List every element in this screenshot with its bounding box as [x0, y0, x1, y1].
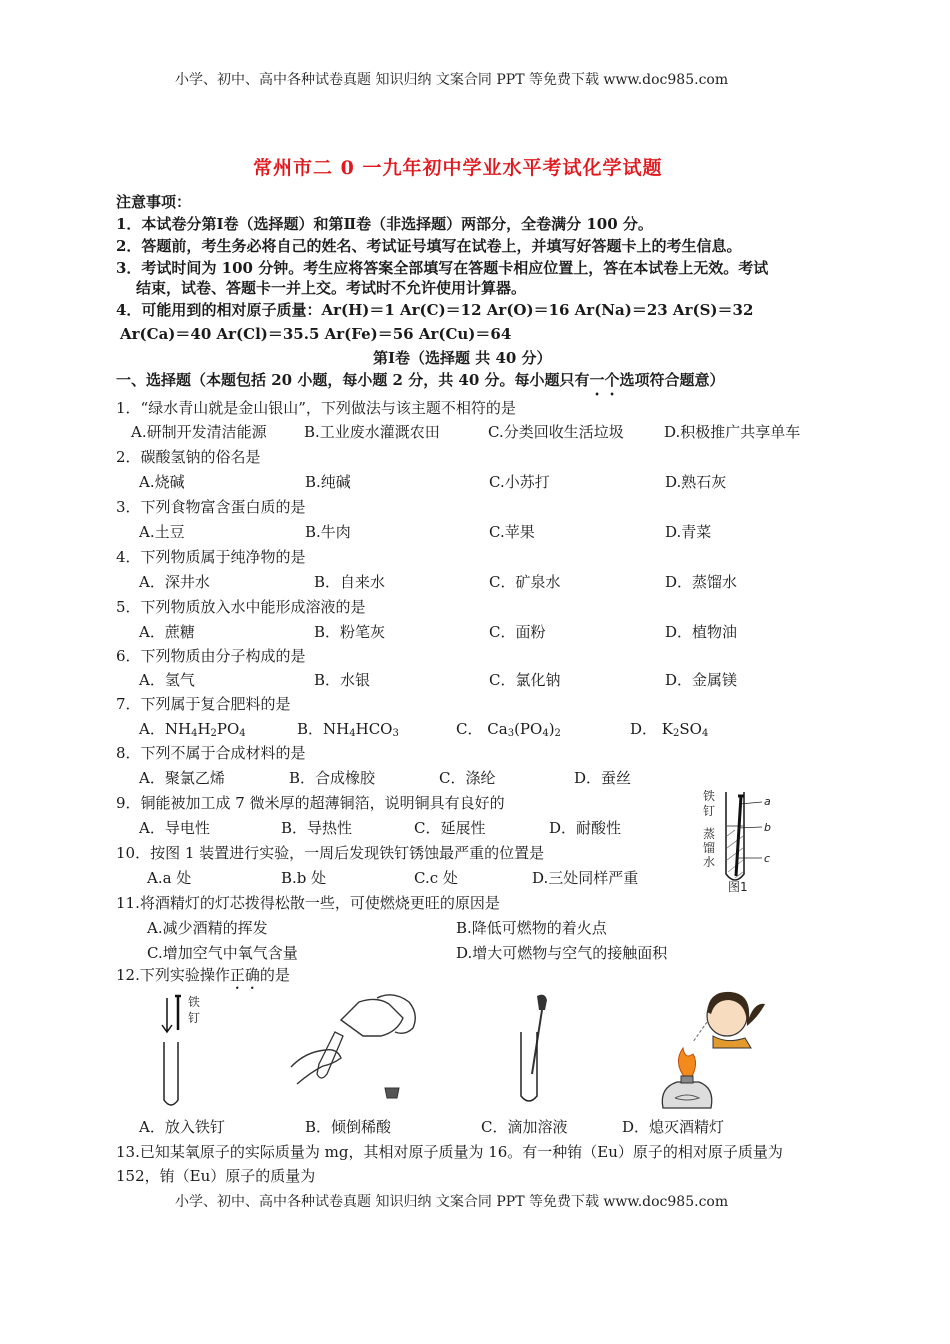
- part1-title: 第Ⅰ卷（选择题 共 40 分）: [373, 349, 552, 367]
- nail-down-arrow: [162, 998, 172, 1032]
- q9-option-d: D．耐酸性: [549, 819, 622, 837]
- q7-stem: 7．下列属于复合肥料的是: [116, 695, 291, 713]
- q3-option-d: D.青菜: [665, 523, 712, 541]
- q9-stem: 9．铜能被加工成 7 微米厚的超薄铜箔，说明铜具有良好的: [116, 794, 505, 812]
- notice-item-2: 2．答题前，考生务必将自己的姓名、考试证号填写在试卷上，并填写好答题卡上的考生信息。: [116, 237, 742, 255]
- bottle-stopper: [385, 1088, 399, 1098]
- q2-option-c: C.小苏打: [489, 473, 550, 491]
- q7-label-b: B．: [297, 720, 324, 738]
- q13-line-1: 13.已知某氧原子的实际质量为 mg，其相对原子质量为 16。有一种铕（Eu）原子的相对原子质量为: [116, 1143, 783, 1161]
- q12c-test-tube: [521, 1032, 537, 1101]
- falling-nail: [175, 996, 181, 1030]
- q3-stem: 3．下列食物富含蛋白质的是: [116, 498, 306, 516]
- notice-item-4b: Ar(Ca)＝40 Ar(Cl)＝35.5 Ar(Fe)＝56 Ar(Cu)＝64: [120, 325, 512, 343]
- q12-figure-d: [655, 982, 770, 1112]
- figure-label-tie: 铁: [703, 790, 716, 803]
- q2-stem: 2．碳酸氢钠的俗名是: [116, 448, 261, 466]
- q12-stem-a: 12.下列实验操作: [116, 966, 230, 984]
- q12-figure-c: [505, 992, 565, 1112]
- section1-intro-b: 选项符合题意）: [619, 371, 725, 389]
- q12-option-b: B．倾倒稀酸: [305, 1118, 392, 1136]
- point-a-label: a: [764, 795, 771, 808]
- q2-option-a: A.烧碱: [139, 473, 185, 491]
- q1-stem: 1．“绿水青山就是金山银山”，下列做法与该主题不相符的是: [116, 399, 516, 417]
- q7-option-a: A．$NH_4H_2PO_4$: [139, 720, 246, 739]
- q7-label-c: C．: [456, 720, 483, 738]
- q9-option-b: B．导热性: [281, 819, 353, 837]
- q6-option-c: C．氯化钠: [489, 671, 561, 689]
- girl-shirt: [713, 1036, 751, 1048]
- point-b-label: b: [764, 821, 771, 834]
- q7-option-c: C． $Ca_3(PO_4)_2$: [456, 720, 561, 739]
- lamp-neck: [681, 1076, 693, 1083]
- q3-option-c: C.苹果: [489, 523, 535, 541]
- figure-caption: 图1: [728, 880, 748, 894]
- q10-option-d: D.三处同样严重: [532, 869, 639, 887]
- page-footer: 小学、初中、高中各种试卷真题 知识归纳 文案合同 PPT 等免费下载 www.doc985.com: [175, 1194, 729, 1210]
- q12-stem-b: 的是: [259, 966, 290, 984]
- q8-option-c: C．涤纶: [439, 769, 496, 787]
- q1-option-d: D.积极推广共享单车: [664, 423, 801, 441]
- q9-option-c: C．延展性: [414, 819, 486, 837]
- notice-item-3b: 结束，试卷、答题卡一并上交。考试时不允许使用计算器。: [136, 279, 527, 297]
- flame: [678, 1048, 695, 1078]
- figure-1-apparatus: [700, 790, 790, 895]
- q5-option-c: C．面粉: [489, 623, 546, 641]
- q8-option-a: A．聚氯乙烯: [139, 769, 225, 787]
- q11-option-b: B.降低可燃物的着火点: [456, 919, 607, 937]
- q1-option-c: C.分类回收生活垃圾: [488, 423, 624, 441]
- section1-intro-a: 一、选择题（本题包括 20 小题，每小题 2 分，共 40 分。每小题只有: [116, 371, 590, 389]
- notice-item-1: 1．本试卷分第Ⅰ卷（选择题）和第Ⅱ卷（非选择题）两部分，全卷满分 100 分。: [116, 215, 653, 233]
- dropper-bulb: [537, 995, 547, 1010]
- q5-option-a: A．蔗糖: [139, 623, 195, 641]
- section1-intro: [116, 370, 725, 399]
- fig12a-label-tie: 铁: [188, 995, 201, 1009]
- breath-line: [693, 1022, 707, 1042]
- hand-left: [291, 1050, 341, 1084]
- q4-option-a: A．深井水: [139, 573, 210, 591]
- q4-stem: 4．下列物质属于纯净物的是: [116, 548, 306, 566]
- q13-line-2: 152，铕（Eu）原子的质量为: [116, 1167, 316, 1185]
- q11-stem: 11.将酒精灯的灯芯拨得松散一些，可使燃烧更旺的原因是: [116, 894, 500, 912]
- q5-option-b: B．粉笔灰: [314, 623, 386, 641]
- section1-intro-emphasis: 一个: [589, 371, 620, 389]
- q7-option-b: B．$NH_4HCO_3$: [297, 720, 399, 739]
- q12-figure-a: [155, 992, 225, 1112]
- q8-option-d: D．蚕丝: [574, 769, 632, 787]
- q10-stem: 10．按图 1 装置进行实验，一周后发现铁钉锈蚀最严重的位置是: [116, 844, 545, 862]
- q4-option-c: C．矿泉水: [489, 573, 561, 591]
- q1-option-a: A.研制开发清洁能源: [131, 423, 267, 441]
- q9-option-a: A．导电性: [139, 819, 210, 837]
- q11-option-a: A.减少酒精的挥发: [147, 919, 268, 937]
- q10-option-c: C.c 处: [414, 869, 458, 887]
- q12-stem-emphasis: 正确: [229, 966, 260, 984]
- q7-option-d: D． $K_2SO_4$: [630, 720, 709, 739]
- page-header: 小学、初中、高中各种试卷真题 知识归纳 文案合同 PPT 等免费下载 www.doc985.com: [175, 72, 729, 88]
- q8-option-b: B．合成橡胶: [289, 769, 376, 787]
- q10-option-b: B.b 处: [281, 869, 327, 887]
- q7-label-d: D．: [630, 720, 658, 738]
- q6-option-d: D．金属镁: [665, 671, 738, 689]
- q4-option-b: B．自来水: [314, 573, 386, 591]
- q12-stem: [116, 965, 290, 993]
- fig12a-label-ding: 钉: [188, 1011, 201, 1025]
- q10-option-a: A.a 处: [147, 869, 192, 887]
- q2-option-b: B.纯碱: [305, 473, 351, 491]
- q5-option-d: D．植物油: [665, 623, 738, 641]
- q11-option-d: D.增大可燃物与空气的接触面积: [456, 944, 668, 962]
- q6-stem: 6．下列物质由分子构成的是: [116, 647, 306, 665]
- figure-label-shui: 水: [703, 855, 716, 869]
- q11-option-c: C.增加空气中氧气含量: [147, 944, 298, 962]
- exam-title: 常州市二 0 一九年初中学业水平考试化学试题: [253, 157, 663, 179]
- figure-label-ding: 钉: [703, 804, 716, 818]
- q2-option-d: D.熟石灰: [665, 473, 727, 491]
- pointer-b: [738, 827, 762, 828]
- q1-option-b: B.工业废水灌溉农田: [304, 423, 440, 441]
- q4-option-d: D．蒸馏水: [665, 573, 738, 591]
- notice-item-3a: 3．考试时间为 100 分钟。考生应将答案全部填写在答题卡相应位置上，答在本试卷上无效。考试: [116, 259, 769, 277]
- notice-heading: 注意事项：: [116, 193, 192, 211]
- q7-label-a: A．: [139, 720, 165, 738]
- q12-option-c: C．滴加溶液: [481, 1118, 568, 1136]
- q12-option-d: D．熄灭酒精灯: [622, 1118, 725, 1136]
- q5-stem: 5．下列物质放入水中能形成溶液的是: [116, 598, 366, 616]
- q3-option-b: B.牛肉: [305, 523, 351, 541]
- q12a-test-tube: [164, 1042, 178, 1105]
- figure-label-zheng: 蒸: [703, 827, 716, 841]
- figure-label-liu: 馏: [703, 841, 716, 855]
- q6-option-b: B．水银: [314, 671, 371, 689]
- reagent-bottle: [341, 999, 403, 1036]
- q12-option-a: A．放入铁钉: [139, 1118, 225, 1136]
- q6-option-a: A．氢气: [139, 671, 195, 689]
- q12-figure-b: [285, 992, 425, 1112]
- q8-stem: 8．下列不属于合成材料的是: [116, 744, 306, 762]
- point-c-label: c: [764, 852, 771, 865]
- notice-item-4a: 4．可能用到的相对原子质量：Ar(H)＝1 Ar(C)＝12 Ar(O)＝16 Ar(Na)＝23 Ar(S)＝32: [116, 301, 754, 319]
- q3-option-a: A.土豆: [139, 523, 185, 541]
